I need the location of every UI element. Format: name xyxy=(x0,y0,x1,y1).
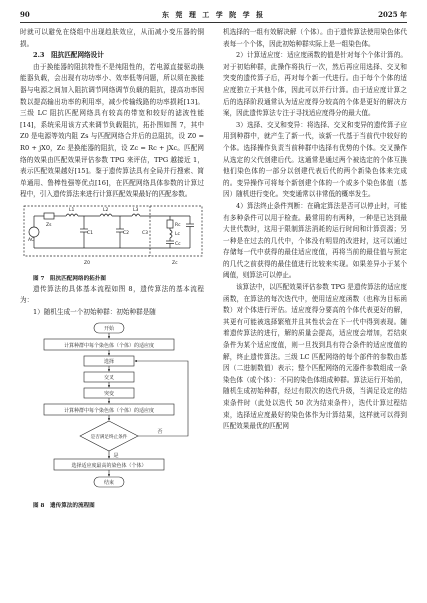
label-l1: L1 xyxy=(69,207,75,213)
journal-title: 东 莞 理 工 学 院 学 报 xyxy=(161,10,266,19)
paragraph: 时就可以避免在绕组中出现趋肤效应，从而减小变压器的铜损。 xyxy=(20,28,204,48)
flow-crossover: 交叉 xyxy=(103,375,115,382)
page-number: 90 xyxy=(20,10,30,19)
label-l2: L2 xyxy=(103,207,109,213)
flow-select: 选择 xyxy=(103,359,115,366)
paragraph: 机选择的一组有效解决解（个体）。由于遗传算法使用染色体代表每一个个体，因此初始种群实际上是一组染色体。 xyxy=(223,28,407,48)
right-column xyxy=(223,27,407,433)
header-rule xyxy=(20,22,407,23)
label-l3: L3 xyxy=(133,207,139,213)
figure-8 xyxy=(20,321,204,500)
paragraph: 遗传算法的具体基本流程如图 8，遗传算法的基本流程为： xyxy=(20,284,204,305)
flow-mutate: 突变 xyxy=(103,391,115,398)
figure-7 xyxy=(20,204,204,273)
label-cc: Cc xyxy=(175,241,181,247)
label-zc: Zc xyxy=(172,260,178,266)
label-zs: Zs xyxy=(46,222,52,228)
flow-decision: 是否满足终止条件 xyxy=(90,435,128,441)
label-z0: Z0 xyxy=(84,260,90,266)
flow-no: 否 xyxy=(157,429,163,436)
label-rc: Rc xyxy=(175,222,181,228)
flow-yes: 是 xyxy=(113,453,119,460)
flow-calc-fitness: 计算种群中每个染色体（个体）的适应度 xyxy=(63,343,155,350)
section-heading: 2.3 阻抗匹配网络设计 xyxy=(33,51,104,60)
label-lc: Lc xyxy=(175,231,180,237)
paragraph: 2）计算适应度：适应度函数的值是针对每个个体计算的。对于初始种群，此操作将执行一次，然后再应用选择、交叉和突变的遗传算子后，再对每个新一代进行。由于每个个体的适应度独立于其他个体，因此可以并行计算。由于适应度计算之后的选择阶段通常认为适应度得分较高的个体是更好的解决方案，因此遗传算法专注于寻找适应度得分的最大值。 xyxy=(223,51,407,118)
label-c2: C2 xyxy=(123,230,130,236)
paragraph: 4）算法终止条件判断：在确定算法是否可以停止时，可能有多种条件可以用于检查。最常用的有两种，一种是已达到最大世代数时，这用于限制算法消耗的运行时间和计算资源；另一种是在过去的几代中，个体没有明显的改进时，这可以通过存储每一代中获得的最佳适应度值，再将当前的最佳值与预定的几代之前获得的最佳值进行比较来实现。如果差异小于某个阈值，则算法可以停止。 xyxy=(223,201,407,280)
flow-start: 开始 xyxy=(103,326,115,333)
paragraph: 由于换能器的阻抗特性不是纯阻性的，若电源直接驱动换能器负载，会出现有功功率小、效率低等问题，所以须在换能器与电源之间加入阻抗调节网络调节负载的阻抗，提高功率因数以提高输出功率的利用率，减少传输线路的功率损耗[13]。三级 LC 阻抗匹配网络具有较高的带宽和较好的滤波性能[14]，系统采用该方式来调节负载阻抗，拓扑图如图 7，其中 Z0 是电源等效内阻 Zs 与匹配网络合并后的总阻抗，设 Z0 = R0 + jX0，Zc 是换能器的阻抗，设 Zc = Rc + jXc。匹配网络的效果由匹配效果评估参数 TPG 来评估，TPG 越接近 1，表示匹配效果越好[15]。鉴于遗传算法具有全局并行搜索、简单通用、鲁棒性强等优点[16]，在匹配网络具体参数的计算过程中，引入遗传算法来进行计算匹配效果最好的匹配参数。 xyxy=(20,62,204,199)
label-c3: C3 xyxy=(142,230,149,236)
paragraph: 该算法中，以匹配效果评估参数 TPG 是遗传算法的适应度函数，在算法的每次迭代中，使用适应度函数（也称为目标函数）对个体进行评估。适应度得分要高的个体代表更好的解，其更有可能被选择繁殖并且其性状会在下一代中得到表现。随着遗传算法的进行，解的质量会提高，适应度会增加，若结束条件为某个适应度值，则一旦找到具有符合条件的适应度值的解，终止遗传算法。三级 LC 匹配网络的每个部件的参数由基因（二进制数值）表示；整个匹配网络的元器件参数组成一条染色体（或个体）：不同的染色体组成种群。算法运行开始前，随机生成初始种群，经过有限次的迭代升级，当满足设定的结束条件时（此处以迭代 50 次为结束条件），迭代计算过程结束，选择适应度最好的染色体作为计算结果，这样就可以得到匹配效果最优的匹配网 xyxy=(223,283,407,431)
page-header xyxy=(20,8,407,22)
paragraph: 3）选择、交叉和变异：将选择、交叉和变异的遗传算子应用到种群中，就产生了新一代，该新一代基于当前代中较好的个体。选择操作负责当前种群中选择有优势的个体。交叉操作从选定的父代创建后代。这通常是通过两个被选定的个体互换他们染色体的一部分以创建代表后代的两个新染色体来完成的。变异操作可将每个新创建个体的一个或多个染色体值（基因）随机进行变化。突变通常以非常低的概率发生。 xyxy=(223,120,407,199)
paragraph: 1）随机生成一个初始种群：初始种群是随 xyxy=(33,307,156,316)
label-c1: C1 xyxy=(87,230,94,236)
flow-calc-fitness-2: 计算种群中每个染色体（个体）的适应度 xyxy=(63,408,155,415)
figure-8-caption: 图 8 遗传算法的流程图 xyxy=(33,502,95,509)
flow-end: 结束 xyxy=(103,480,115,487)
impedance-network-diagram xyxy=(20,204,204,268)
issue-year: 2025 年 xyxy=(378,10,407,19)
ac-source-label: AC xyxy=(28,237,35,243)
flow-select-best: 选择适应度最高的染色体（个体） xyxy=(71,463,147,470)
genetic-algorithm-flowchart xyxy=(20,321,204,495)
figure-7-caption: 图 7 阻抗匹配网络的拓扑图 xyxy=(33,275,106,282)
left-column xyxy=(20,27,204,511)
